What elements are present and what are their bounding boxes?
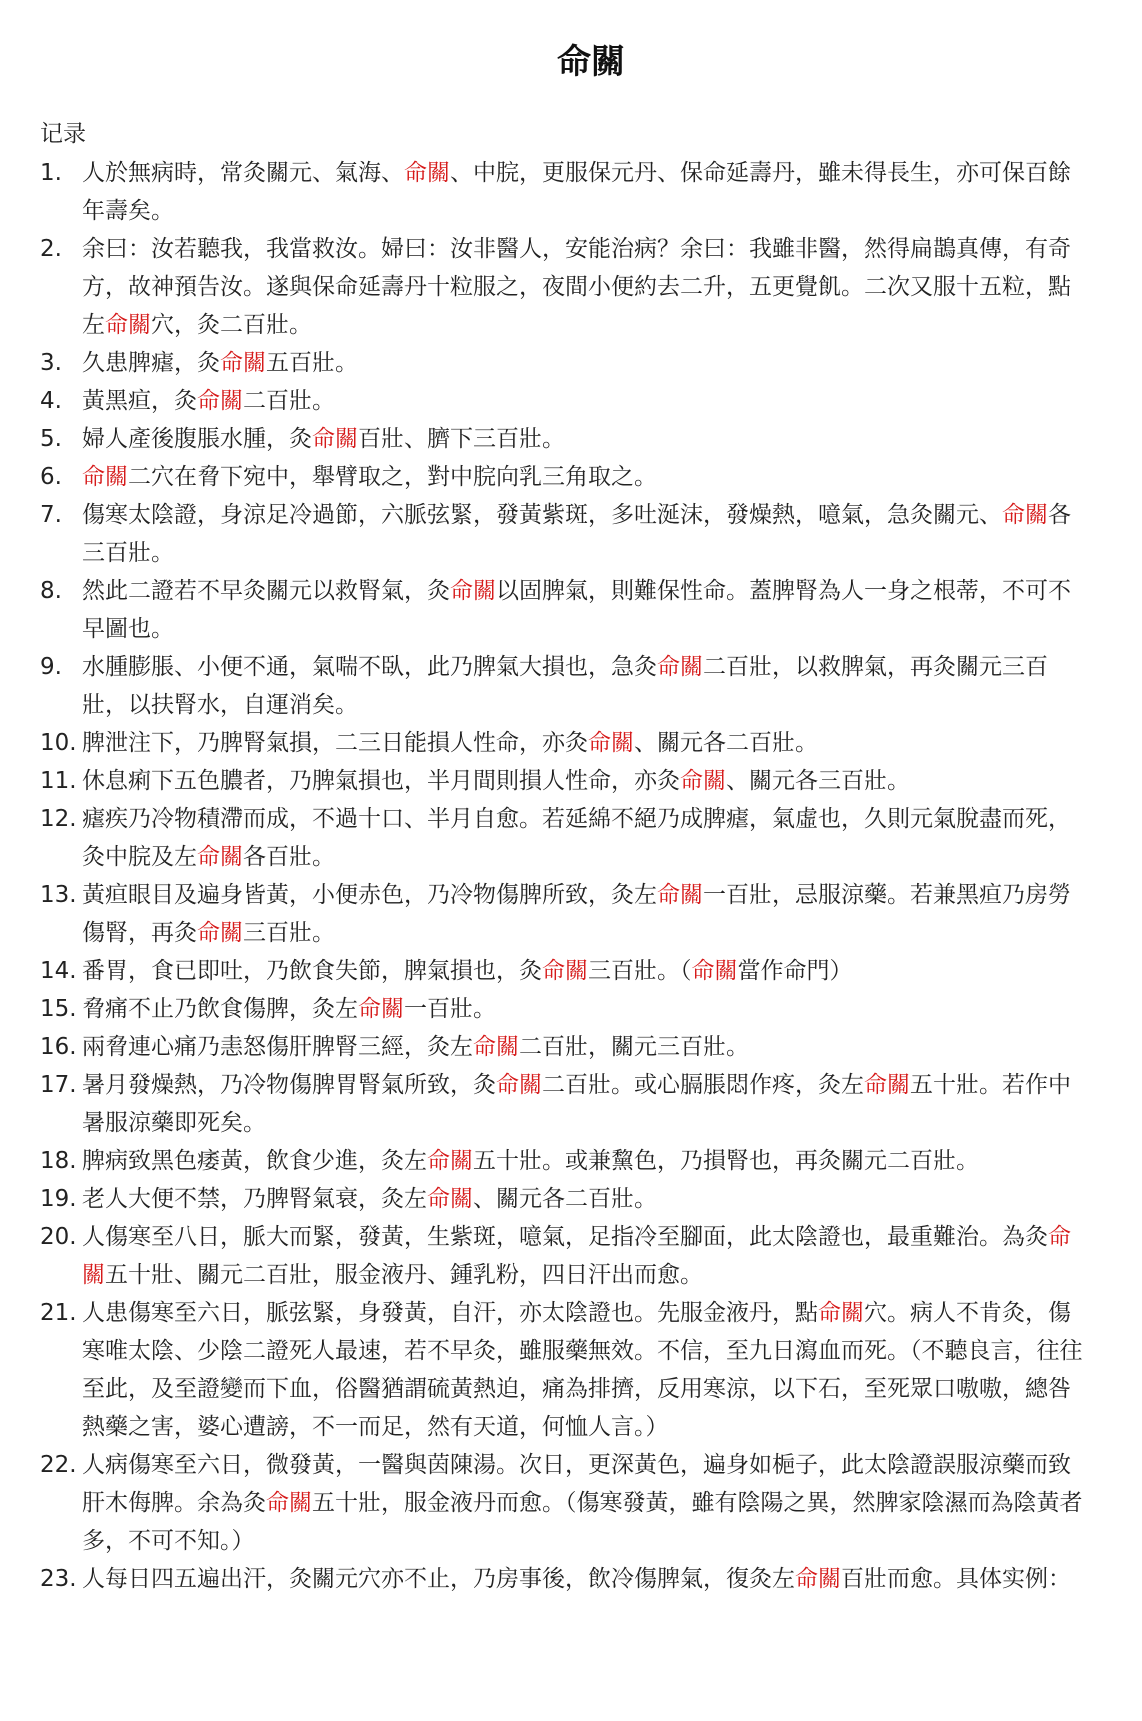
text-segment: 、關元各二百壯。 xyxy=(634,730,818,756)
text-segment: 老人大便不禁，乃脾腎氣衰，灸左 xyxy=(82,1186,427,1212)
text-segment: 五十壯。或兼黧色，乃損腎也，再灸關元二百壯。 xyxy=(473,1148,979,1174)
list-item-text xyxy=(82,420,1085,458)
text-segment: 穴。病人不肯灸，傷寒唯太陰、少陰二證死人最速，若不早灸，雖服藥無效。不信，至九日瀉血而死。（不聽良言，往往至此，及至證變而下血，俗醫猶謂硫黃熱迫，痛為排擠，反用寒涼，以下石，至死眾口嗷嗷，總咎熱藥之害，婆心遭謗，不一而足，然有天道，何恤人言。） xyxy=(82,1300,1083,1440)
text-segment: 五十壯、關元二百壯，服金液丹、鍾乳粉，四日汗出而愈。 xyxy=(105,1262,703,1288)
list-item xyxy=(40,952,1085,990)
section-label: 记录 xyxy=(40,121,86,147)
text-segment: 各三百壯。 xyxy=(82,502,1071,566)
list-item-number: 1. xyxy=(40,160,62,186)
text-segment: 久患脾瘧，灸 xyxy=(82,350,220,376)
list-item-number: 6. xyxy=(40,464,62,490)
records-list xyxy=(40,154,1085,1598)
highlighted-term: 命關 xyxy=(1002,502,1048,528)
text-segment: 五十壯，服金液丹而愈。（傷寒發黃，雖有陰陽之異，然脾家陰濕而為陰黃者多，不可不知。） xyxy=(82,1490,1083,1554)
list-item-text xyxy=(82,230,1085,344)
highlighted-term: 命關 xyxy=(657,882,703,908)
text-segment: 婦人產後腹脹水腫，灸 xyxy=(82,426,312,452)
text-segment: 余曰：汝若聽我，我當救汝。婦曰：汝非醫人，安能治病？余曰：我雖非醫，然得扁鵲真傳，有奇方，故神預告汝。遂與保命延壽丹十粒服之，夜間小便約去二升，五更覺飢。二次又服十五粒，點左 xyxy=(82,236,1071,338)
list-item xyxy=(40,154,1085,230)
list-item xyxy=(40,990,1085,1028)
highlighted-term: 命關 xyxy=(542,958,588,984)
list-item-text xyxy=(82,1142,1085,1180)
list-item xyxy=(40,1142,1085,1180)
highlighted-term: 命關 xyxy=(864,1072,910,1098)
text-segment: 、關元各三百壯。 xyxy=(726,768,910,794)
text-segment: 黃疸眼目及遍身皆黃，小便赤色，乃冷物傷脾所致，灸左 xyxy=(82,882,657,908)
list-item xyxy=(40,1028,1085,1066)
highlighted-term: 命關 xyxy=(266,1490,312,1516)
text-segment: 五十壯。若作中暑服涼藥即死矣。 xyxy=(82,1072,1071,1136)
text-segment: 然此二證若不早灸關元以救腎氣，灸 xyxy=(82,578,450,604)
text-segment: 人患傷寒至六日，脈弦緊，身發黃，自汗，亦太陰證也。先服金液丹，點 xyxy=(82,1300,818,1326)
text-segment: 脅痛不止乃飲食傷脾，灸左 xyxy=(82,996,358,1022)
list-item xyxy=(40,496,1085,572)
list-item-number: 16. xyxy=(40,1034,77,1060)
list-item xyxy=(40,724,1085,762)
text-segment: 當作命門） xyxy=(737,958,853,984)
text-segment: 二穴在脅下宛中，舉臂取之，對中脘向乳三角取之。 xyxy=(128,464,657,490)
text-segment: 人每日四五遍出汗，灸關元穴亦不止，乃房事後，飲冷傷脾氣，復灸左 xyxy=(82,1566,795,1592)
text-segment: 瘧疾乃冷物積滯而成，不過十口、半月自愈。若延綿不絕乃成脾瘧，氣虛也，久則元氣脫盡而死，灸中脘及左 xyxy=(82,806,1071,870)
highlighted-term: 命關 xyxy=(473,1034,519,1060)
list-item-number: 17. xyxy=(40,1072,77,1098)
highlighted-term: 命關 xyxy=(588,730,634,756)
highlighted-term: 命關 xyxy=(82,1224,1071,1288)
highlighted-term: 命關 xyxy=(795,1566,841,1592)
list-item-text xyxy=(82,952,1085,990)
list-item xyxy=(40,572,1085,648)
list-item-text xyxy=(82,154,1085,230)
highlighted-term: 命關 xyxy=(427,1148,473,1174)
list-item-text xyxy=(82,1180,1085,1218)
highlighted-term: 命關 xyxy=(496,1072,542,1098)
list-item xyxy=(40,344,1085,382)
list-item-text xyxy=(82,344,1085,382)
highlighted-term: 命關 xyxy=(105,312,151,338)
text-segment: 水腫膨脹、小便不通，氣喘不臥，此乃脾氣大損也，急灸 xyxy=(82,654,657,680)
list-item-number: 23. xyxy=(40,1566,77,1592)
list-item-number: 21. xyxy=(40,1300,77,1326)
list-item xyxy=(40,458,1085,496)
highlighted-term: 命關 xyxy=(427,1186,473,1212)
text-segment: 百壯而愈。具体实例： xyxy=(841,1566,1071,1592)
list-item xyxy=(40,876,1085,952)
list-item xyxy=(40,1560,1085,1598)
list-item-number: 18. xyxy=(40,1148,77,1174)
text-segment: 二百壯，以救脾氣，再灸關元三百壯，以扶腎水，自運消矣。 xyxy=(82,654,1048,718)
list-item-number: 19. xyxy=(40,1186,77,1212)
list-item xyxy=(40,1180,1085,1218)
highlighted-term: 命關 xyxy=(220,350,266,376)
highlighted-term: 命關 xyxy=(197,844,243,870)
list-item-text xyxy=(82,1066,1085,1142)
highlighted-term: 命關 xyxy=(197,388,243,414)
list-item-text xyxy=(82,1294,1085,1446)
list-item-number: 3. xyxy=(40,350,62,376)
list-item xyxy=(40,1446,1085,1560)
text-segment: 番胃，食已即吐，乃飲食失節，脾氣損也，灸 xyxy=(82,958,542,984)
text-segment: 二百壯。 xyxy=(243,388,335,414)
text-segment: 脾病致黑色痿黃，飲食少進，灸左 xyxy=(82,1148,427,1174)
text-segment: 五百壯。 xyxy=(266,350,358,376)
list-item-number: 13. xyxy=(40,882,77,908)
list-item-number: 7. xyxy=(40,502,62,528)
text-segment: 三百壯。 xyxy=(243,920,335,946)
list-item-text xyxy=(82,1218,1085,1294)
text-segment: 二百壯，關元三百壯。 xyxy=(519,1034,749,1060)
text-segment: 百壯、臍下三百壯。 xyxy=(358,426,565,452)
list-item-text xyxy=(82,496,1085,572)
list-item-number: 5. xyxy=(40,426,62,452)
text-segment: 傷寒太陰證，身涼足冷過節，六脈弦緊，發黃紫斑，多吐涎沫，發燥熱，噫氣，急灸關元、 xyxy=(82,502,1002,528)
highlighted-term: 命關 xyxy=(818,1300,864,1326)
list-item xyxy=(40,420,1085,458)
list-item xyxy=(40,1218,1085,1294)
list-item-number: 11. xyxy=(40,768,77,794)
list-item-number: 9. xyxy=(40,654,62,680)
list-item-number: 4. xyxy=(40,388,62,414)
text-segment: 脾泄注下，乃脾腎氣損，二三日能損人性命，亦灸 xyxy=(82,730,588,756)
list-item xyxy=(40,1294,1085,1446)
list-item-number: 2. xyxy=(40,236,62,262)
text-segment: 人病傷寒至六日，微發黃，一醫與茵陳湯。次日，更深黃色，遍身如梔子，此太陰證誤服涼藥而致肝木侮脾。余為灸 xyxy=(82,1452,1071,1516)
list-item-number: 14. xyxy=(40,958,77,984)
list-item xyxy=(40,762,1085,800)
list-item-number: 8. xyxy=(40,578,62,604)
text-segment: 以固脾氣，則難保性命。蓋脾腎為人一身之根蒂，不可不早圖也。 xyxy=(82,578,1071,642)
highlighted-term: 命關 xyxy=(312,426,358,452)
highlighted-term: 命關 xyxy=(450,578,496,604)
highlighted-term: 命關 xyxy=(680,768,726,794)
text-segment: 各百壯。 xyxy=(243,844,335,870)
list-item-text xyxy=(82,458,1085,496)
list-item xyxy=(40,648,1085,724)
text-segment: 兩脅連心痛乃恚怒傷肝脾腎三經，灸左 xyxy=(82,1034,473,1060)
text-segment: 、關元各二百壯。 xyxy=(473,1186,657,1212)
list-item xyxy=(40,230,1085,344)
list-item-text xyxy=(82,572,1085,648)
list-item-number: 12. xyxy=(40,806,77,832)
highlighted-term: 命關 xyxy=(404,160,450,186)
text-segment: 二百壯。或心膈脹悶作疼，灸左 xyxy=(542,1072,864,1098)
text-segment: 暑月發燥熱，乃冷物傷脾胃腎氣所致，灸 xyxy=(82,1072,496,1098)
list-item-text xyxy=(82,1446,1085,1560)
list-item-text xyxy=(82,800,1085,876)
text-segment: 黃黑疸，灸 xyxy=(82,388,197,414)
list-item-text xyxy=(82,990,1085,1028)
list-item-text xyxy=(82,724,1085,762)
text-segment: 人傷寒至八日，脈大而緊，發黃，生紫斑，噫氣，足指冷至腳面，此太陰證也，最重難治。為灸 xyxy=(82,1224,1048,1250)
list-item-number: 22. xyxy=(40,1452,77,1478)
text-segment: 穴，灸二百壯。 xyxy=(151,312,312,338)
list-item-number: 10. xyxy=(40,730,77,756)
list-item-number: 20. xyxy=(40,1224,77,1250)
list-item-text xyxy=(82,762,1085,800)
list-item-text xyxy=(82,876,1085,952)
text-segment: 、中脘，更服保元丹、保命延壽丹，雖未得長生，亦可保百餘年壽矣。 xyxy=(82,160,1071,224)
text-segment: 一百壯。 xyxy=(404,996,496,1022)
text-segment: 三百壯。（ xyxy=(588,958,692,984)
page-title: 命關 xyxy=(557,42,625,82)
highlighted-term: 命關 xyxy=(197,920,243,946)
highlighted-term: 命關 xyxy=(691,958,738,984)
highlighted-term: 命關 xyxy=(82,464,128,490)
highlighted-term: 命關 xyxy=(358,996,404,1022)
list-item xyxy=(40,382,1085,420)
list-item-text xyxy=(82,1028,1085,1066)
list-item-text xyxy=(82,382,1085,420)
list-item-text xyxy=(82,648,1085,724)
list-item xyxy=(40,800,1085,876)
text-segment: 一百壯，忌服涼藥。若兼黑疸乃房勞傷腎，再灸 xyxy=(82,882,1071,946)
highlighted-term: 命關 xyxy=(657,654,703,680)
list-item-number: 15. xyxy=(40,996,77,1022)
text-segment: 人於無病時，常灸關元、氣海、 xyxy=(82,160,404,186)
text-segment: 休息痢下五色膿者，乃脾氣損也，半月間則損人性命，亦灸 xyxy=(82,768,680,794)
list-item-text xyxy=(82,1560,1085,1598)
list-item xyxy=(40,1066,1085,1142)
